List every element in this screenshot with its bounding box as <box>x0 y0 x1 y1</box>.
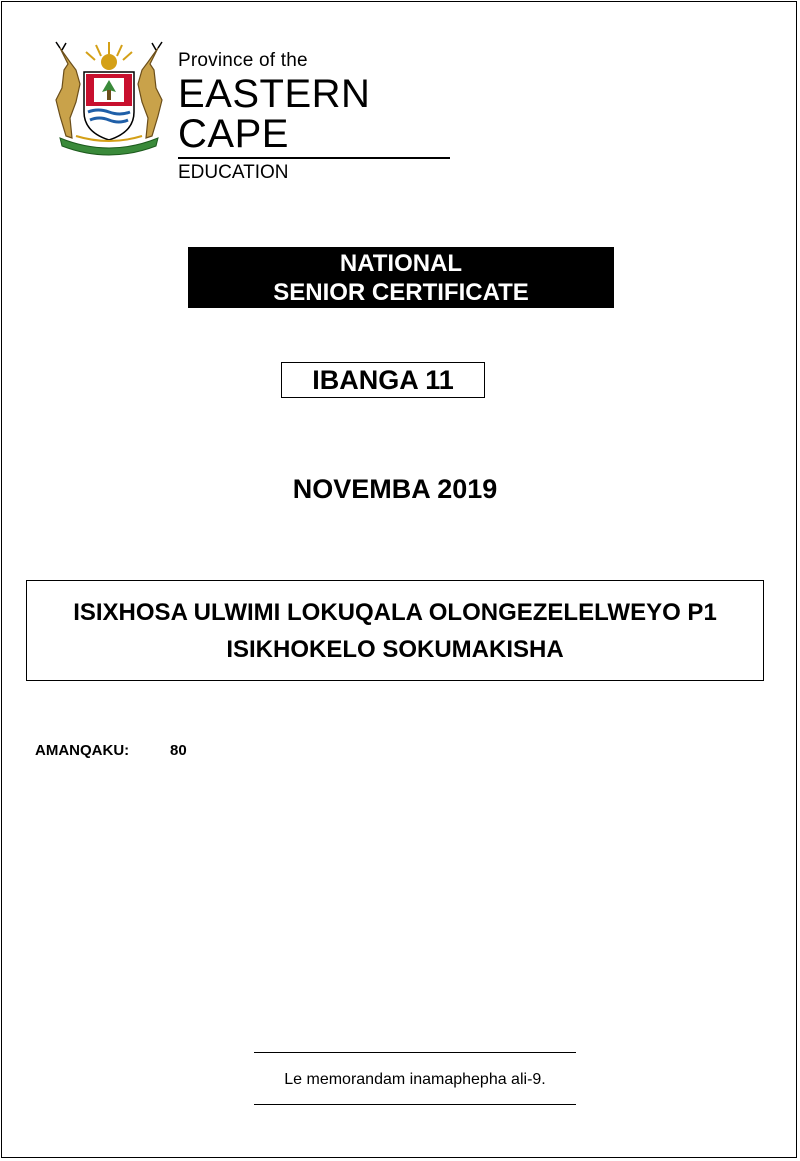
department-name: EDUCATION <box>178 162 289 183</box>
marks-row <box>35 742 187 760</box>
certificate-line-2: SENIOR CERTIFICATE <box>273 279 529 306</box>
province-name: EASTERN CAPE <box>178 72 371 156</box>
subject-subtitle: ISIKHOKELO SOKUMAKISHA <box>226 636 564 663</box>
exam-date: NOVEMBA 2019 <box>292 474 498 504</box>
coat-of-arms-icon <box>46 40 172 156</box>
footer-top-rule <box>254 1052 576 1053</box>
department-logo <box>46 40 456 183</box>
logo-wordmark <box>178 50 456 184</box>
subject-title: ISIXHOSA ULWIMI LOKUQALA OLONGEZELELWEYO P1 <box>73 599 717 626</box>
province-line: Province of the <box>178 50 308 71</box>
certificate-line-1: NATIONAL <box>339 250 463 277</box>
marks-value: 80 <box>170 742 187 759</box>
certificate-banner <box>188 247 614 308</box>
footer-bottom-rule <box>254 1104 576 1105</box>
subject-box <box>26 580 764 681</box>
logo-divider <box>178 157 450 159</box>
marks-label: AMANQAKU: <box>35 742 130 759</box>
grade-label: IBANGA 11 <box>281 362 485 398</box>
page-count-note: Le memorandam inamaphepha ali-9. <box>284 1071 546 1088</box>
